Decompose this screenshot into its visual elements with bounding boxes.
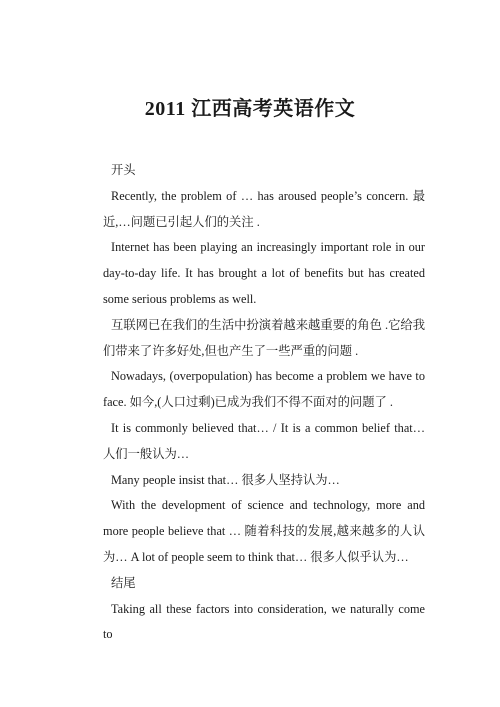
section-label-opening: 开头 — [111, 163, 136, 177]
document-body — [103, 158, 425, 648]
paragraph: Internet has been playing an increasingly important role in our day-to-day life. It has brought a lot of benefits but has created some serious problems as well. — [103, 240, 425, 306]
paragraph: Nowadays, (overpopulation) has become a problem we have to face. 如今,(人口过剩)已成为我们不得不面对的问题了 . — [103, 369, 425, 410]
section-label-conclusion: 结尾 — [111, 575, 136, 590]
document-title: 2011 江西高考英语作文 — [144, 98, 356, 120]
paragraph: Many people insist that… 很多人坚持认为… — [111, 472, 340, 487]
paragraph: Taking all these factors into consideration, we naturally come to — [103, 601, 425, 642]
paragraph: With the development of science and technology, more and more people believe that … 随着科技的发展,越来越多的人认为… A lot of people seem to think that… 很多人似乎认为… — [103, 498, 425, 564]
paragraph: 互联网已在我们的生活中扮演着越来越重要的角色 .它给我们带来了许多好处,但也产生了一些严重的问题 . — [103, 317, 425, 358]
paragraph: Recently, the problem of … has aroused people’s concern. 最近,…问题已引起人们的关注 . — [103, 188, 425, 229]
paragraph: It is commonly believed that… / It is a common belief that… 人们一般认为… — [103, 420, 425, 461]
